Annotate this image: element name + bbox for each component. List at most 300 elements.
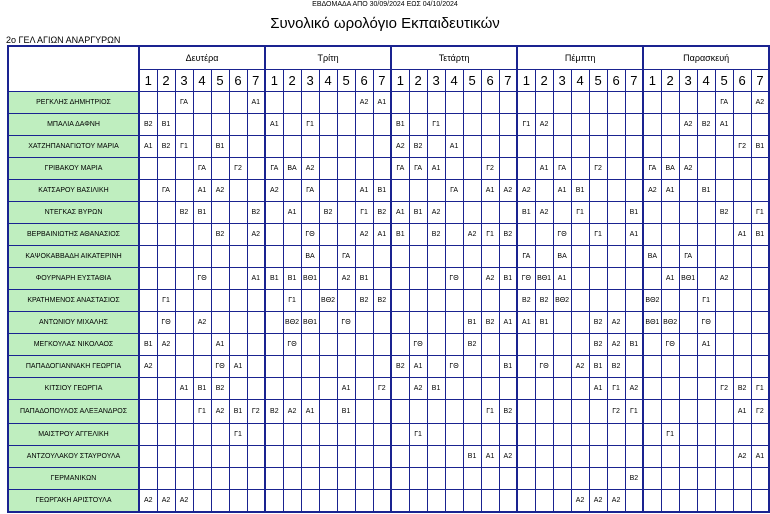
- slot-cell: [733, 246, 751, 268]
- teacher-row: [8, 312, 769, 334]
- slot-cell: Α2: [679, 114, 697, 136]
- slot-cell: ΓΘ: [193, 268, 211, 290]
- slot-cell: [409, 224, 427, 246]
- slot-cell: [697, 136, 715, 158]
- slot-cell: [661, 114, 679, 136]
- slot-cell: [481, 114, 499, 136]
- slot-cell: [319, 490, 337, 513]
- slot-cell: [643, 468, 661, 490]
- slot-cell: [715, 180, 733, 202]
- slot-cell: Α1: [337, 378, 355, 400]
- slot-cell: [211, 246, 229, 268]
- slot-cell: [625, 246, 643, 268]
- slot-cell: [427, 290, 445, 312]
- slot-cell: [373, 400, 391, 424]
- slot-cell: [733, 312, 751, 334]
- slot-cell: Α2: [265, 180, 283, 202]
- slot-cell: [193, 490, 211, 513]
- slot-cell: [319, 378, 337, 400]
- slot-cell: [193, 224, 211, 246]
- slot-cell: Α2: [607, 334, 625, 356]
- slot-cell: [211, 446, 229, 468]
- slot-cell: [661, 136, 679, 158]
- slot-cell: Β1: [535, 312, 553, 334]
- slot-cell: Β1: [409, 202, 427, 224]
- slot-cell: [265, 246, 283, 268]
- slot-cell: [661, 92, 679, 114]
- slot-cell: [553, 114, 571, 136]
- slot-cell: [643, 400, 661, 424]
- slot-cell: [661, 378, 679, 400]
- slot-cell: [553, 378, 571, 400]
- slot-cell: [139, 468, 157, 490]
- slot-cell: [175, 158, 193, 180]
- period-header: 1: [265, 70, 283, 92]
- slot-cell: [265, 136, 283, 158]
- slot-cell: [139, 202, 157, 224]
- slot-cell: ΓΘ: [535, 356, 553, 378]
- slot-cell: Β1: [751, 136, 769, 158]
- slot-cell: [517, 92, 535, 114]
- slot-cell: [661, 246, 679, 268]
- slot-cell: [589, 446, 607, 468]
- slot-cell: [157, 224, 175, 246]
- slot-cell: [553, 490, 571, 513]
- slot-cell: Α2: [715, 268, 733, 290]
- slot-cell: [337, 114, 355, 136]
- slot-cell: Α1: [229, 356, 247, 378]
- slot-cell: [715, 468, 733, 490]
- slot-cell: [229, 136, 247, 158]
- slot-cell: [589, 202, 607, 224]
- slot-cell: [283, 490, 301, 513]
- slot-cell: [409, 268, 427, 290]
- slot-cell: Α1: [391, 202, 409, 224]
- slot-cell: Α2: [157, 334, 175, 356]
- slot-cell: Α2: [175, 490, 193, 513]
- slot-cell: [193, 468, 211, 490]
- slot-cell: ΒΘ2: [553, 290, 571, 312]
- slot-cell: [427, 92, 445, 114]
- slot-cell: [553, 334, 571, 356]
- day-header: Παρασκευή: [643, 46, 769, 70]
- slot-cell: Α2: [481, 268, 499, 290]
- slot-cell: [463, 356, 481, 378]
- slot-cell: Α1: [553, 180, 571, 202]
- slot-cell: Β2: [175, 202, 193, 224]
- slot-cell: [247, 468, 265, 490]
- slot-cell: [679, 424, 697, 446]
- slot-cell: [391, 468, 409, 490]
- period-header: 5: [715, 70, 733, 92]
- slot-cell: [571, 334, 589, 356]
- slot-cell: [517, 378, 535, 400]
- slot-cell: [319, 92, 337, 114]
- slot-cell: ΓΑ: [715, 92, 733, 114]
- slot-cell: [715, 446, 733, 468]
- slot-cell: [589, 290, 607, 312]
- slot-cell: [589, 424, 607, 446]
- slot-cell: [733, 290, 751, 312]
- slot-cell: [499, 290, 517, 312]
- slot-cell: [571, 114, 589, 136]
- slot-cell: [715, 356, 733, 378]
- slot-cell: [355, 136, 373, 158]
- corner-cell: [8, 46, 139, 92]
- slot-cell: [751, 356, 769, 378]
- slot-cell: Β2: [481, 312, 499, 334]
- slot-cell: Α1: [661, 180, 679, 202]
- slot-cell: [229, 378, 247, 400]
- slot-cell: [337, 290, 355, 312]
- slot-cell: [247, 158, 265, 180]
- slot-cell: [175, 114, 193, 136]
- slot-cell: [697, 424, 715, 446]
- slot-cell: Β2: [625, 468, 643, 490]
- slot-cell: Β2: [589, 334, 607, 356]
- slot-cell: Α2: [355, 224, 373, 246]
- period-header: 2: [409, 70, 427, 92]
- slot-cell: [409, 180, 427, 202]
- slot-cell: [679, 378, 697, 400]
- slot-cell: [535, 468, 553, 490]
- slot-cell: ΓΑ: [265, 158, 283, 180]
- slot-cell: [751, 114, 769, 136]
- slot-cell: [265, 312, 283, 334]
- slot-cell: [391, 424, 409, 446]
- slot-cell: [679, 136, 697, 158]
- slot-cell: Α2: [247, 224, 265, 246]
- slot-cell: [625, 446, 643, 468]
- slot-cell: [337, 202, 355, 224]
- slot-cell: [481, 378, 499, 400]
- slot-cell: [373, 268, 391, 290]
- slot-cell: [139, 224, 157, 246]
- slot-cell: [157, 468, 175, 490]
- period-header: 3: [553, 70, 571, 92]
- slot-cell: [175, 268, 193, 290]
- slot-cell: [139, 290, 157, 312]
- slot-cell: [283, 356, 301, 378]
- slot-cell: [229, 92, 247, 114]
- slot-cell: [607, 202, 625, 224]
- slot-cell: [463, 468, 481, 490]
- slot-cell: [355, 334, 373, 356]
- slot-cell: [193, 92, 211, 114]
- slot-cell: Γ2: [247, 400, 265, 424]
- slot-cell: [643, 378, 661, 400]
- slot-cell: Β1: [139, 334, 157, 356]
- slot-cell: [643, 114, 661, 136]
- slot-cell: [553, 356, 571, 378]
- slot-cell: [319, 446, 337, 468]
- slot-cell: [247, 446, 265, 468]
- slot-cell: [571, 312, 589, 334]
- slot-cell: [337, 334, 355, 356]
- slot-cell: [427, 334, 445, 356]
- slot-cell: Α1: [715, 114, 733, 136]
- slot-cell: [193, 356, 211, 378]
- slot-cell: ΓΘ: [283, 334, 301, 356]
- slot-cell: [301, 468, 319, 490]
- slot-cell: [679, 356, 697, 378]
- slot-cell: [247, 424, 265, 446]
- slot-cell: [391, 446, 409, 468]
- slot-cell: Γ1: [355, 202, 373, 224]
- slot-cell: Α1: [283, 202, 301, 224]
- teacher-name: ΚΙΤΣΙΟΥ ΓΕΩΡΓΙΑ: [8, 378, 139, 400]
- slot-cell: [337, 92, 355, 114]
- slot-cell: [553, 468, 571, 490]
- slot-cell: [319, 424, 337, 446]
- slot-cell: [463, 202, 481, 224]
- slot-cell: [373, 446, 391, 468]
- period-header: 6: [229, 70, 247, 92]
- slot-cell: [175, 290, 193, 312]
- slot-cell: [643, 334, 661, 356]
- slot-cell: Γ2: [589, 158, 607, 180]
- slot-cell: Α1: [535, 158, 553, 180]
- slot-cell: [481, 246, 499, 268]
- slot-cell: [517, 424, 535, 446]
- slot-cell: [373, 356, 391, 378]
- slot-cell: [571, 424, 589, 446]
- slot-cell: [157, 158, 175, 180]
- slot-cell: [517, 400, 535, 424]
- slot-cell: [463, 92, 481, 114]
- slot-cell: ΓΘ: [445, 356, 463, 378]
- slot-cell: [157, 424, 175, 446]
- slot-cell: Α1: [661, 268, 679, 290]
- slot-cell: [661, 446, 679, 468]
- slot-cell: [319, 468, 337, 490]
- slot-cell: [733, 114, 751, 136]
- slot-cell: [607, 468, 625, 490]
- slot-cell: Β2: [517, 290, 535, 312]
- slot-cell: [715, 224, 733, 246]
- slot-cell: [265, 334, 283, 356]
- slot-cell: [247, 490, 265, 513]
- teacher-row: [8, 158, 769, 180]
- slot-cell: [733, 158, 751, 180]
- slot-cell: [643, 92, 661, 114]
- slot-cell: Α1: [355, 180, 373, 202]
- period-header: 2: [283, 70, 301, 92]
- slot-cell: [697, 158, 715, 180]
- slot-cell: [247, 136, 265, 158]
- slot-cell: [553, 136, 571, 158]
- slot-cell: Γ1: [697, 290, 715, 312]
- slot-cell: Β1: [193, 202, 211, 224]
- teacher-row: [8, 334, 769, 356]
- slot-cell: Β1: [463, 446, 481, 468]
- slot-cell: Α1: [733, 224, 751, 246]
- slot-cell: [481, 356, 499, 378]
- slot-cell: Α1: [751, 446, 769, 468]
- slot-cell: Α1: [409, 356, 427, 378]
- slot-cell: Β2: [409, 136, 427, 158]
- slot-cell: Α1: [373, 224, 391, 246]
- slot-cell: ΒΘ2: [643, 290, 661, 312]
- slot-cell: [139, 424, 157, 446]
- slot-cell: [463, 378, 481, 400]
- slot-cell: [445, 400, 463, 424]
- teacher-name: ΓΕΡΜΑΝΙΚΩΝ: [8, 468, 139, 490]
- slot-cell: [571, 92, 589, 114]
- slot-cell: Β2: [535, 290, 553, 312]
- slot-cell: [643, 224, 661, 246]
- period-header: 4: [445, 70, 463, 92]
- slot-cell: [355, 400, 373, 424]
- slot-cell: Γ1: [589, 224, 607, 246]
- slot-cell: [283, 92, 301, 114]
- slot-cell: ΓΑ: [193, 158, 211, 180]
- slot-cell: Α2: [625, 378, 643, 400]
- slot-cell: [139, 158, 157, 180]
- slot-cell: [535, 92, 553, 114]
- period-header: 5: [337, 70, 355, 92]
- slot-cell: [247, 114, 265, 136]
- slot-cell: Γ1: [625, 400, 643, 424]
- slot-cell: [337, 356, 355, 378]
- slot-cell: [229, 290, 247, 312]
- slot-cell: [337, 224, 355, 246]
- slot-cell: ΓΘ: [157, 312, 175, 334]
- slot-cell: [661, 490, 679, 513]
- slot-cell: [391, 400, 409, 424]
- slot-cell: Α2: [535, 114, 553, 136]
- slot-cell: ΒΘ1: [679, 268, 697, 290]
- slot-cell: [571, 400, 589, 424]
- slot-cell: [211, 290, 229, 312]
- teacher-row: [8, 136, 769, 158]
- slot-cell: Γ2: [607, 400, 625, 424]
- slot-cell: [463, 490, 481, 513]
- slot-cell: Α2: [607, 312, 625, 334]
- slot-cell: [679, 180, 697, 202]
- period-header: 1: [517, 70, 535, 92]
- slot-cell: [463, 158, 481, 180]
- slot-cell: Γ1: [751, 202, 769, 224]
- page-title: Συνολικό ωρολόγιο Εκπαιδευτικών: [270, 15, 500, 32]
- slot-cell: [247, 356, 265, 378]
- slot-cell: [157, 446, 175, 468]
- period-header: 2: [535, 70, 553, 92]
- teacher-name: ΠΑΠΑΔΟΠΟΥΛΟΣ ΑΛΕΞΑΝΔΡΟΣ: [8, 400, 139, 424]
- slot-cell: [463, 114, 481, 136]
- slot-cell: ΓΑ: [643, 158, 661, 180]
- slot-cell: ΓΘ: [697, 312, 715, 334]
- slot-cell: [661, 290, 679, 312]
- teacher-name: ΠΑΠΑΔΟΓΙΑΝΝΑΚΗ ΓΕΩΡΓΙΑ: [8, 356, 139, 378]
- slot-cell: Β2: [733, 378, 751, 400]
- slot-cell: [607, 290, 625, 312]
- slot-cell: [733, 92, 751, 114]
- slot-cell: [391, 268, 409, 290]
- slot-cell: [499, 468, 517, 490]
- slot-cell: Α2: [427, 202, 445, 224]
- slot-cell: Β2: [157, 136, 175, 158]
- slot-cell: ΒΑ: [301, 246, 319, 268]
- slot-cell: ΓΑ: [157, 180, 175, 202]
- slot-cell: [643, 490, 661, 513]
- period-header: 6: [733, 70, 751, 92]
- slot-cell: [607, 136, 625, 158]
- period-header: 3: [301, 70, 319, 92]
- slot-cell: [499, 246, 517, 268]
- slot-cell: [319, 312, 337, 334]
- slot-cell: [247, 312, 265, 334]
- slot-cell: [139, 378, 157, 400]
- slot-cell: [625, 424, 643, 446]
- slot-cell: [337, 446, 355, 468]
- slot-cell: ΒΑ: [283, 158, 301, 180]
- slot-cell: [499, 202, 517, 224]
- slot-cell: [589, 136, 607, 158]
- period-header: 5: [211, 70, 229, 92]
- slot-cell: Γ1: [751, 378, 769, 400]
- teacher-name: ΚΡΑΤΗΜΕΝΟΣ ΑΝΑΣΤΑΣΙΟΣ: [8, 290, 139, 312]
- slot-cell: [607, 424, 625, 446]
- slot-cell: [715, 136, 733, 158]
- slot-cell: [355, 490, 373, 513]
- slot-cell: Β1: [589, 356, 607, 378]
- teacher-name: ΦΟΥΡΝΑΡΗ ΕΥΣΤΑΘΙΑ: [8, 268, 139, 290]
- slot-cell: Γ2: [733, 136, 751, 158]
- slot-cell: Α1: [373, 92, 391, 114]
- slot-cell: [427, 400, 445, 424]
- slot-cell: [679, 224, 697, 246]
- slot-cell: [193, 334, 211, 356]
- period-header: 4: [319, 70, 337, 92]
- teacher-row: [8, 356, 769, 378]
- slot-cell: [337, 158, 355, 180]
- slot-cell: [373, 468, 391, 490]
- slot-cell: Α1: [499, 312, 517, 334]
- slot-cell: Α1: [445, 136, 463, 158]
- slot-cell: Β2: [265, 400, 283, 424]
- slot-cell: Γ1: [607, 378, 625, 400]
- slot-cell: [499, 378, 517, 400]
- slot-cell: [355, 446, 373, 468]
- teacher-row: [8, 180, 769, 202]
- slot-cell: [211, 424, 229, 446]
- teacher-name: ΓΕΩΡΓΑΚΗ ΑΡΙΣΤΟΥΛΑ: [8, 490, 139, 513]
- slot-cell: [733, 490, 751, 513]
- slot-cell: [625, 356, 643, 378]
- slot-cell: Β2: [427, 224, 445, 246]
- slot-cell: ΓΑ: [175, 92, 193, 114]
- slot-cell: Β2: [463, 334, 481, 356]
- slot-cell: Α1: [733, 400, 751, 424]
- period-header: 1: [643, 70, 661, 92]
- slot-cell: [571, 224, 589, 246]
- slot-cell: [607, 92, 625, 114]
- day-header: Τετάρτη: [391, 46, 517, 70]
- slot-cell: [643, 446, 661, 468]
- slot-cell: [373, 246, 391, 268]
- slot-cell: [517, 468, 535, 490]
- slot-cell: [247, 334, 265, 356]
- slot-cell: [445, 114, 463, 136]
- slot-cell: [607, 246, 625, 268]
- slot-cell: [265, 290, 283, 312]
- slot-cell: [589, 180, 607, 202]
- slot-cell: [427, 312, 445, 334]
- slot-cell: Α2: [211, 400, 229, 424]
- slot-cell: [553, 202, 571, 224]
- teacher-name: ΓΡΙΒΑΚΟΥ ΜΑΡΙΑ: [8, 158, 139, 180]
